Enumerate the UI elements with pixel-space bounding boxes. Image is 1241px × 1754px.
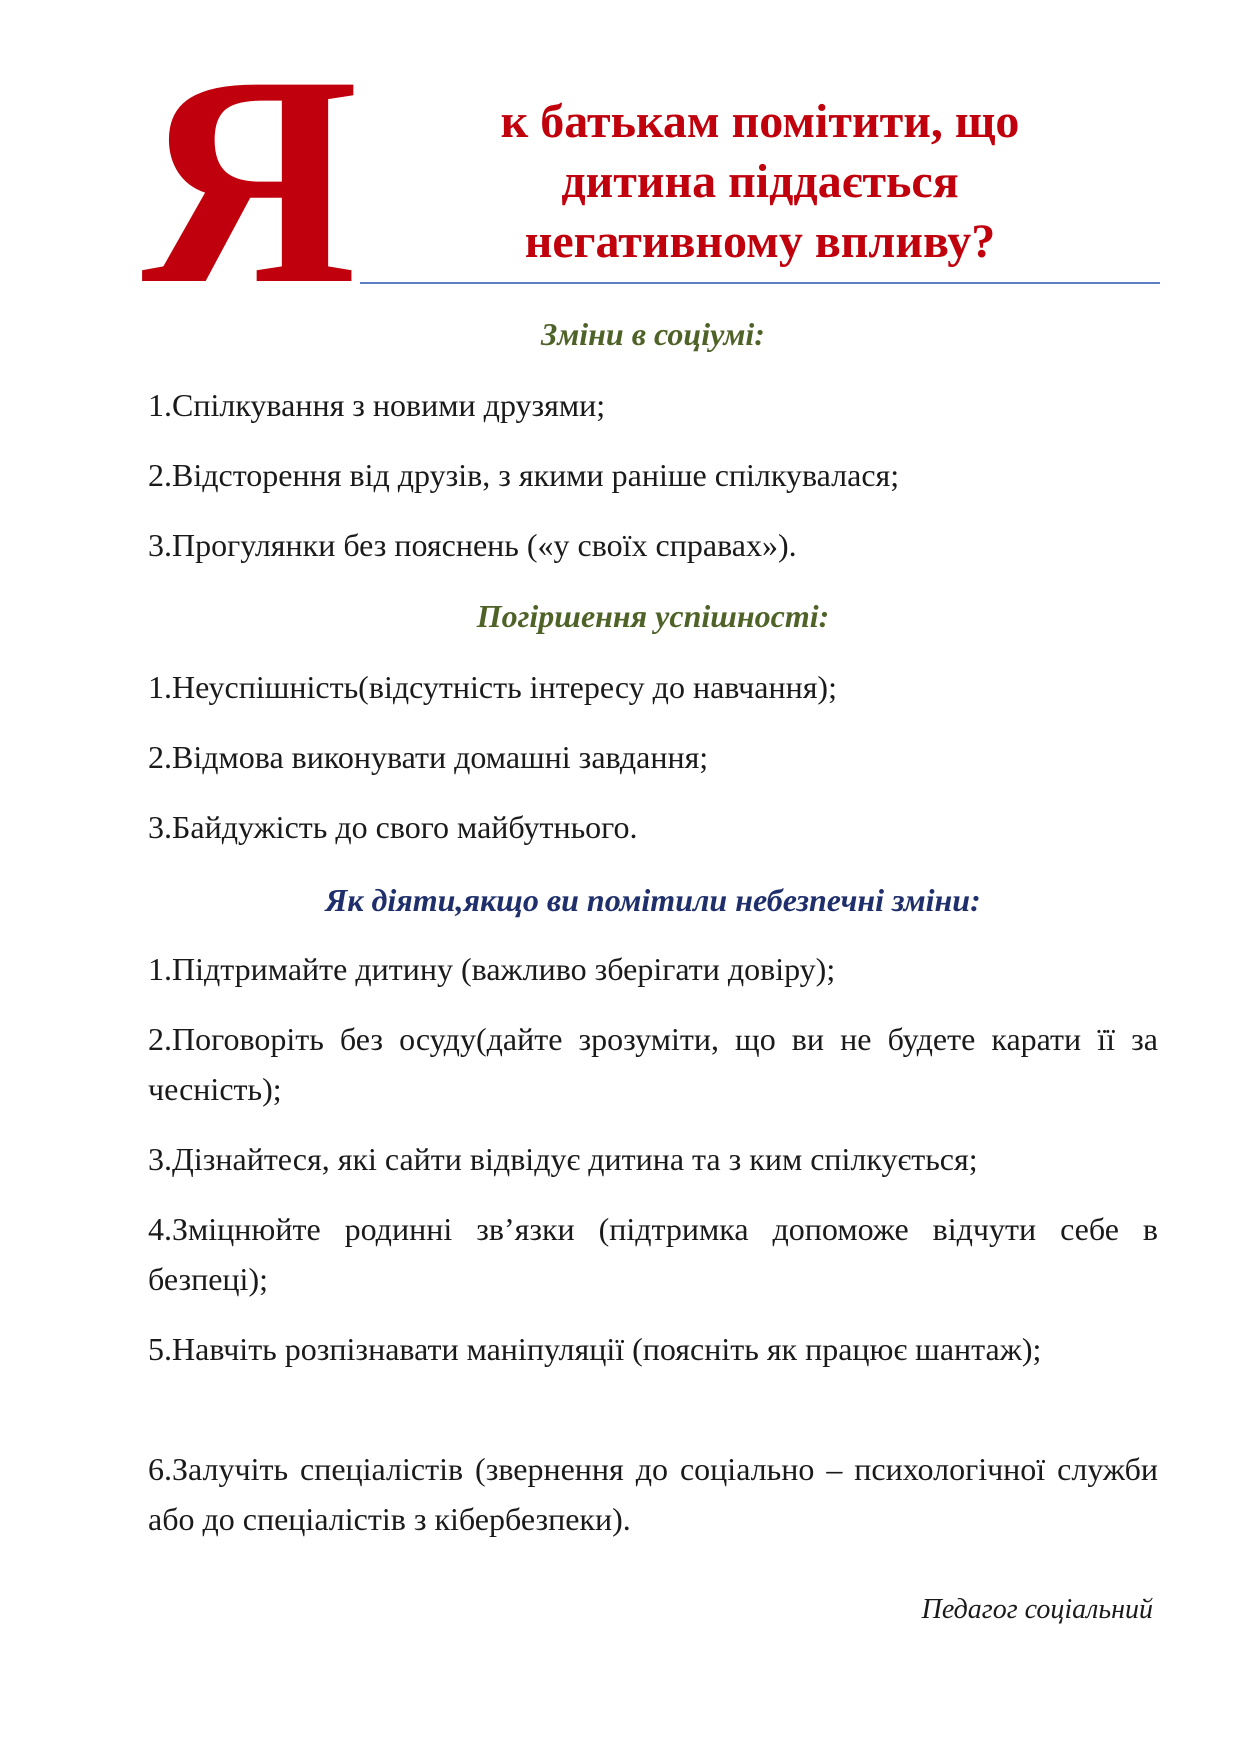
title-line-1: к батькам помітити, що — [500, 95, 1020, 148]
list-item: 4.Зміцнюйте родинні зв’язки (підтримка допоможе відчути себе в безпеці); — [148, 1211, 1158, 1297]
list-item: 3.Байдужість до свого майбутнього. — [148, 809, 638, 845]
list-item: 5.Навчіть розпізнавати маніпуляції (поясніть як працює шантаж); — [148, 1331, 1042, 1367]
title-line-2: дитина піддається — [561, 155, 959, 208]
list-item: 3.Прогулянки без пояснень («у своїх справах»). — [148, 527, 797, 563]
page-title — [360, 92, 1160, 272]
list-item: 6.Залучіть спеціалістів (звернення до соціально – психологічної служби або до спеціалістів з кібербезпеки). — [148, 1451, 1158, 1537]
section-heading-performance-decline: Погіршення успішності: — [476, 598, 830, 634]
dropcap-letter: Я — [141, 14, 359, 346]
section-heading-social-changes: Зміни в соціумі: — [541, 316, 765, 352]
list-item: 3.Дізнайтеся, які сайти відвідує дитина та з ким спілкується; — [148, 1141, 978, 1177]
list-item: 1.Підтримайте дитину (важливо зберігати довіру); — [148, 951, 836, 987]
section-heading-how-to-act: Як діяти,якщо ви помітили небезпечні зміни: — [325, 882, 981, 918]
list-item: 1.Спілкування з новими друзями; — [148, 387, 606, 423]
title-underline-divider — [360, 282, 1160, 284]
title-line-3: негативному впливу? — [524, 215, 996, 268]
list-item: 2.Відмова виконувати домашні завдання; — [148, 739, 709, 775]
signature: Педагог соціальний — [921, 1594, 1153, 1625]
list-item: 2.Поговоріть без осуду(дайте зрозуміти, що ви не будете карати її за чесність); — [148, 1021, 1158, 1107]
list-item: 1.Неуспішність(відсутність інтересу до навчання); — [148, 669, 837, 705]
list-item: 2.Відсторення від друзів, з якими раніше спілкувалася; — [148, 457, 900, 493]
